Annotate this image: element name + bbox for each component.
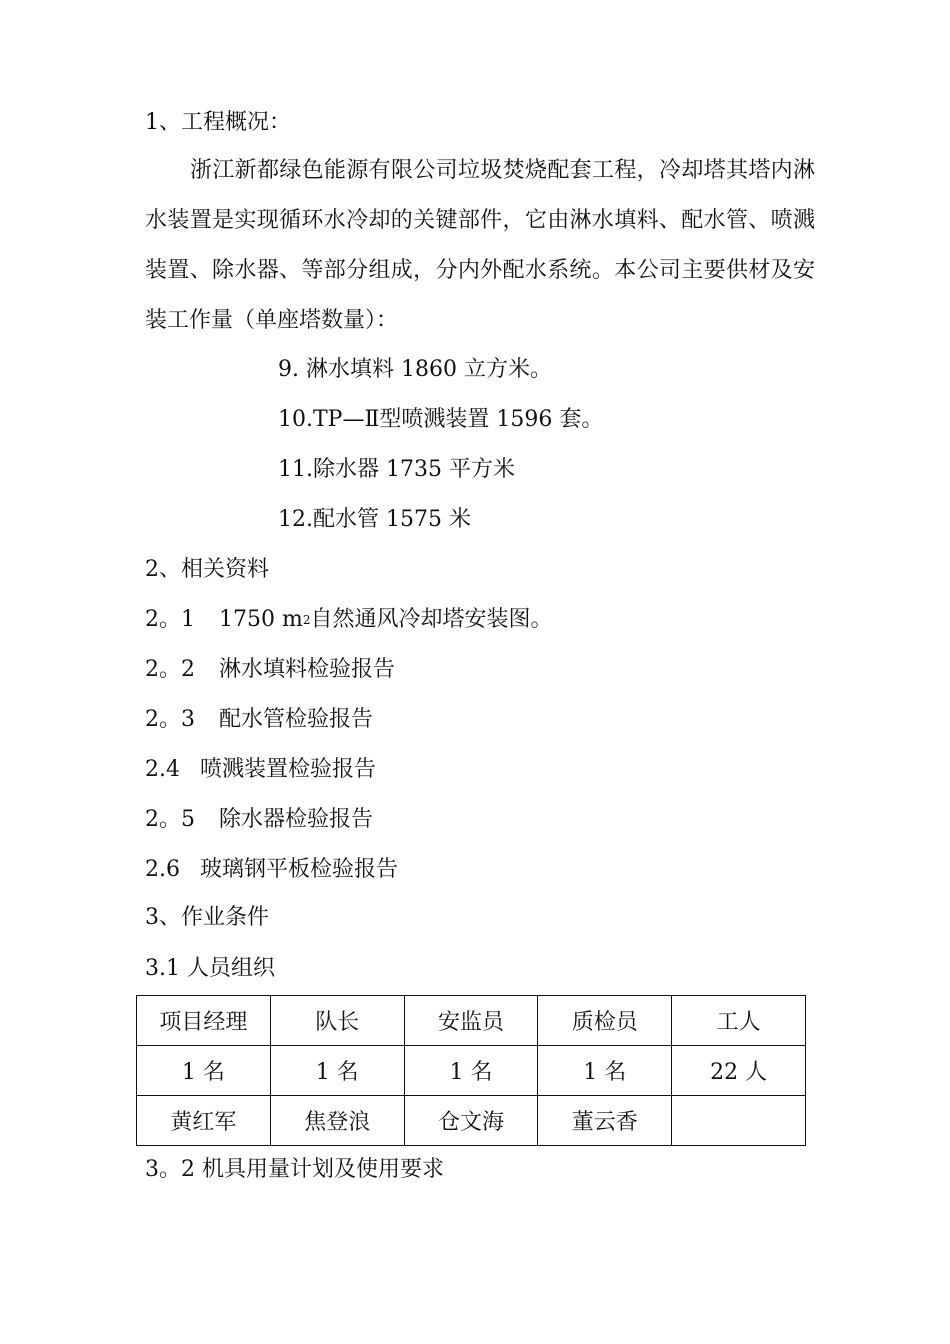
reference-number: 2.4 <box>145 757 180 782</box>
reference-text: 自然通风冷却塔安装图。 <box>310 607 553 632</box>
reference-item-2-5 <box>145 807 373 833</box>
table-cell: 22 人 <box>672 1046 806 1096</box>
table-cell: 工人 <box>672 996 806 1046</box>
table-cell: 质检员 <box>538 996 672 1046</box>
reference-item-2-4 <box>145 757 376 783</box>
reference-number: 2。5 <box>145 807 195 832</box>
workload-item-11: 11.除水器 1735 平方米 <box>278 457 515 482</box>
reference-area-superscript: 2 <box>302 613 311 627</box>
reference-text: 玻璃钢平板检验报告 <box>200 857 399 882</box>
reference-text: 配水管检验报告 <box>219 707 374 732</box>
table-cell: 1 名 <box>270 1046 404 1096</box>
reference-text: 淋水填料检验报告 <box>219 657 396 682</box>
subsection-3-1-heading: 3.1 人员组织 <box>145 956 275 981</box>
table-row-roles <box>137 996 806 1046</box>
table-cell: 安监员 <box>404 996 538 1046</box>
reference-area: 1750 m <box>219 607 303 632</box>
reference-text: 除水器检验报告 <box>219 807 374 832</box>
paragraph-line-1: 浙江新都绿色能源有限公司垃圾焚烧配套工程，冷却塔其塔内淋 <box>190 158 815 183</box>
table-cell: 1 名 <box>137 1046 271 1096</box>
reference-item-2-6 <box>145 857 398 883</box>
section-3-heading: 3、作业条件 <box>145 905 269 930</box>
table-cell: 项目经理 <box>137 996 271 1046</box>
table-cell: 1 名 <box>404 1046 538 1096</box>
reference-item-2-3 <box>145 707 373 733</box>
table-cell: 董云香 <box>538 1096 672 1146</box>
table-cell: 黄红军 <box>137 1096 271 1146</box>
staff-table <box>136 995 806 1146</box>
workload-item-10: 10.TP—Ⅱ型喷溅装置 1596 套。 <box>278 407 604 432</box>
table-cell <box>672 1096 806 1146</box>
reference-item-2-1 <box>145 607 553 633</box>
reference-number: 2。3 <box>145 707 195 732</box>
reference-number: 2。1 <box>145 607 195 632</box>
table-cell: 仓文海 <box>404 1096 538 1146</box>
table-row-names <box>137 1096 806 1146</box>
paragraph-line-2: 水装置是实现循环水冷却的关键部件，它由淋水填料、配水管、喷溅 <box>145 208 815 233</box>
table-cell: 1 名 <box>538 1046 672 1096</box>
paragraph-line-4: 装工作量（单座塔数量）： <box>145 308 399 333</box>
reference-number: 2。2 <box>145 657 195 682</box>
reference-text: 喷溅装置检验报告 <box>200 757 377 782</box>
workload-item-9: 9. 淋水填料 1860 立方米。 <box>278 357 552 382</box>
section-2-heading: 2、相关资料 <box>145 557 269 582</box>
workload-item-12: 12.配水管 1575 米 <box>278 507 471 532</box>
section-1-heading: 1、工程概况： <box>145 110 291 135</box>
table-cell: 队长 <box>270 996 404 1046</box>
reference-number: 2.6 <box>145 857 180 882</box>
subsection-3-2-heading: 3。2 机具用量计划及使用要求 <box>145 1157 444 1182</box>
paragraph-line-3: 装置、除水器、等部分组成，分内外配水系统。本公司主要供材及安 <box>145 258 815 283</box>
reference-item-2-2 <box>145 657 395 683</box>
table-cell: 焦登浪 <box>270 1096 404 1146</box>
table-row-counts <box>137 1046 806 1096</box>
